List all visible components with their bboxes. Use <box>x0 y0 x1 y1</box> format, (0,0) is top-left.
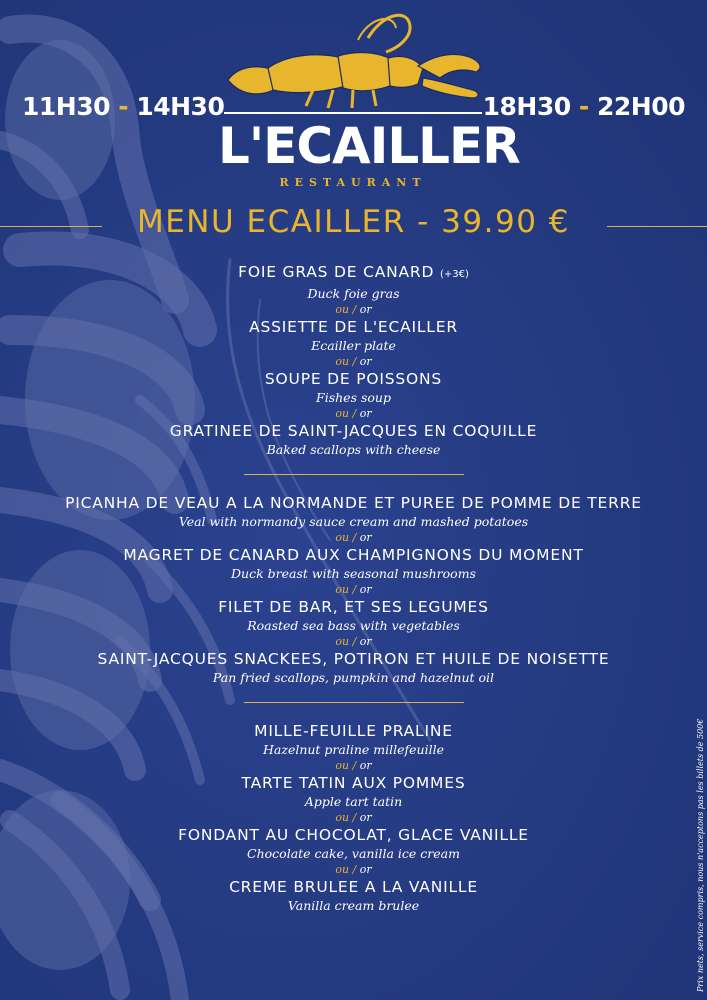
dish-name: GRATINEE DE SAINT-JACQUES EN COQUILLE <box>169 422 538 440</box>
dish-name: SAINT-JACQUES SNACKEES, POTIRON ET HUILE DE NOISETTE <box>97 650 610 668</box>
dish-description: Veal with normandy sauce cream and mashed potatoes <box>178 514 529 529</box>
dish-description: Apple tart tatin <box>304 794 403 809</box>
desserts-section <box>0 721 707 914</box>
dish-name: ASSIETTE DE L'ECAILLER <box>249 318 458 336</box>
menu-title-row <box>0 204 707 248</box>
menu-item <box>0 493 707 545</box>
dish-supplement: (+3€) <box>439 269 469 280</box>
dish-description: Pan fried scallops, pumpkin and hazelnut oil <box>212 670 495 685</box>
dinner-start: 18H30 <box>482 92 571 121</box>
menu-item <box>0 317 707 369</box>
or-separator: ou / or <box>335 635 372 648</box>
dish-description: Hazelnut praline millefeuille <box>263 742 444 757</box>
dish-description: Vanilla cream brulee <box>287 898 420 913</box>
mains-section <box>0 493 707 686</box>
menu-body <box>0 262 707 914</box>
dish-name: TARTE TATIN AUX POMMES <box>241 774 466 792</box>
lunch-start: 11H30 <box>22 92 111 121</box>
menu-title: MENU ECAILLER - 39.90 € <box>136 204 571 240</box>
menu-item <box>0 877 707 914</box>
price-notice-text: Prix nets, service compris, nous n'acceptons pas les billets de 500€ <box>696 718 705 992</box>
dish-description: Fishes soup <box>316 390 391 405</box>
dish-description: Roasted sea bass with vegetables <box>247 618 460 633</box>
menu-item <box>0 721 707 773</box>
menu-item <box>0 597 707 649</box>
dish-description: Baked scallops with cheese <box>266 442 441 457</box>
or-separator: ou / or <box>335 407 372 420</box>
restaurant-name: L'ECAILLER <box>218 117 520 175</box>
dish-name: FONDANT AU CHOCOLAT, GLACE VANILLE <box>178 826 529 844</box>
dish-description: Duck breast with seasonal mushrooms <box>231 566 476 581</box>
lunch-end: 14H30 <box>136 92 225 121</box>
price-notice <box>693 718 705 992</box>
dish-name: SOUPE DE POISSONS <box>264 370 443 388</box>
menu-item <box>0 649 707 686</box>
dish-description: Duck foie gras <box>307 286 400 301</box>
restaurant-logo <box>218 8 520 189</box>
or-separator: ou / or <box>335 355 372 368</box>
title-rule-right <box>607 226 707 227</box>
section-divider <box>244 474 464 475</box>
menu-item <box>0 825 707 877</box>
menu-item <box>0 262 707 317</box>
dish-name: MILLE-FEUILLE PRALINE <box>254 722 453 740</box>
lobster-icon <box>218 8 488 112</box>
dish-description: Ecailler plate <box>311 338 396 353</box>
dish-name: MAGRET DE CANARD AUX CHAMPIGNONS DU MOMENT <box>123 546 584 564</box>
or-separator: ou / or <box>335 759 372 772</box>
dish-description: Chocolate cake, vanilla ice cream <box>247 846 460 861</box>
or-separator: ou / or <box>335 303 372 316</box>
or-separator: ou / or <box>335 531 372 544</box>
menu-item <box>0 369 707 421</box>
dish-name: FILET DE BAR, ET SES LEGUMES <box>218 598 489 616</box>
or-separator: ou / or <box>335 811 372 824</box>
section-divider <box>244 702 464 703</box>
restaurant-subtitle: RESTAURANT <box>279 176 427 189</box>
dish-name: FOIE GRAS DE CANARD <box>238 263 435 281</box>
logo-divider <box>224 112 482 114</box>
lunch-hours <box>22 92 224 121</box>
lunch-dash: - <box>118 92 129 121</box>
dinner-dash: - <box>578 92 589 121</box>
or-separator: ou / or <box>335 863 372 876</box>
menu-item <box>0 545 707 597</box>
starters-section <box>0 262 707 458</box>
menu-item <box>0 421 707 458</box>
or-separator: ou / or <box>335 583 372 596</box>
dish-name: PICANHA DE VEAU A LA NORMANDE ET PUREE DE POMME DE TERRE <box>65 494 642 512</box>
menu-item <box>0 773 707 825</box>
dish-name: CREME BRULEE A LA VANILLE <box>229 878 478 896</box>
dinner-end: 22H00 <box>596 92 685 121</box>
